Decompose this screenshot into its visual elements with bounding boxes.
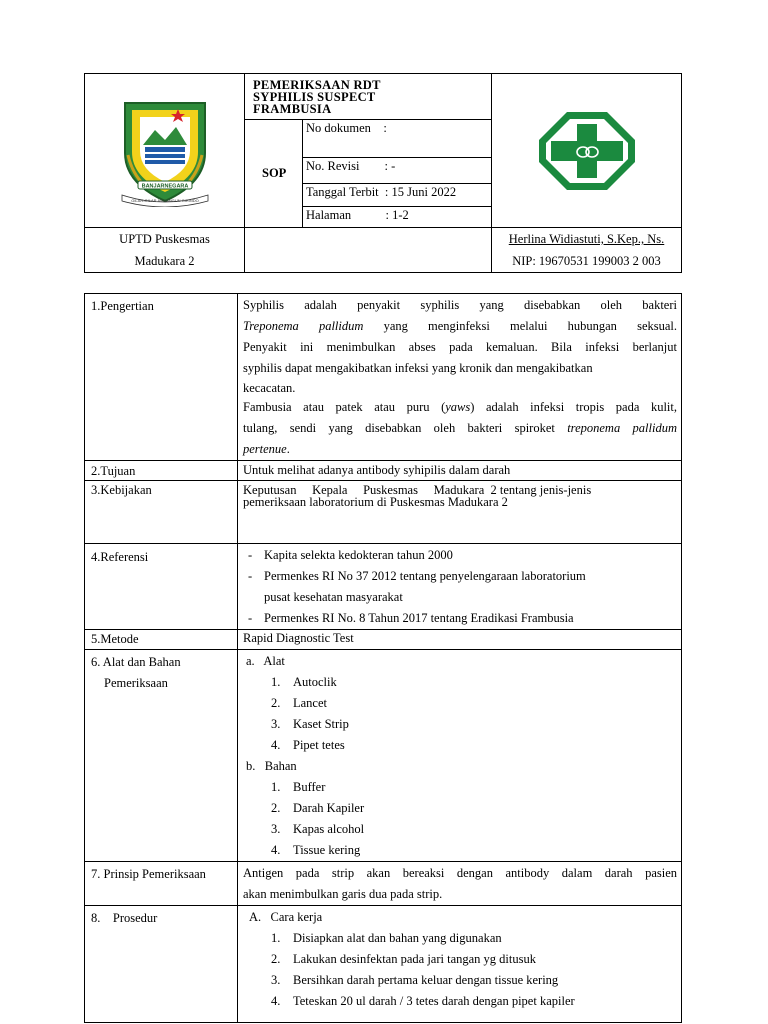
field-no-dokumen: No dokumen : <box>303 120 492 158</box>
document-title: PEMERIKSAAN RDT SYPHILIS SUSPECT FRAMBUSIA <box>245 74 492 120</box>
field-no-revisi: No. Revisi : - <box>303 158 492 184</box>
label-pengertian: 1.Pengertian <box>85 294 238 461</box>
table-row <box>85 630 682 650</box>
label-prosedur: 8. Prosedur <box>85 906 238 1023</box>
label-prinsip: 7. Prinsip Pemeriksaan <box>85 862 238 906</box>
label-kebijakan: 3.Kebijakan <box>85 481 238 544</box>
svg-text:GILAR-GILAR AMBANGUN GIRINDO: GILAR-GILAR AMBANGUN GIRINDO <box>130 197 199 203</box>
puskesmas-logo <box>537 110 637 192</box>
field-halaman: Halaman : 1-2 <box>303 207 492 228</box>
label-metode: 5.Metode <box>85 630 238 650</box>
content-pengertian: Syphilis adalah penyakit syphilis yang disebabkan oleh bakteri Treponema pallidum yang menginfeksi melalui hubungan seksual. Penyakit ini menimbulkan abses pada kemaluan. Bila infeksi berlanjut syphilis dapat mengakibatkan infeksi yang kronik dan mengakibatkan kecacatan. Fambusia atau patek atau puru (yaws) adalah infeksi tropis pada kulit, tulang, sendi yang disebabkan oleh bakteri spiroket treponema pallidum pertenue. <box>238 294 682 461</box>
table-row <box>85 544 682 630</box>
table-row <box>85 481 682 544</box>
signer-name: Herlina Widiastuti, S.Kep., Ns. <box>508 232 665 246</box>
svg-text:BANJARNEGARA: BANJARNEGARA <box>141 183 188 189</box>
field-tanggal-terbit: Tanggal Terbit : 15 Juni 2022 <box>303 184 492 207</box>
regency-logo-cell <box>85 74 245 228</box>
label-referensi: 4.Referensi <box>85 544 238 630</box>
unit-name: UPTD Puskesmas Madukara 2 <box>85 228 245 273</box>
sop-header-table <box>84 73 682 273</box>
signature-block <box>492 228 682 273</box>
label-alat-bahan: 6. Alat dan Bahan Pemeriksaan <box>85 650 238 862</box>
banjarnegara-shield-logo <box>110 95 220 207</box>
signer-nip: NIP: 19670531 199003 2 003 <box>512 254 661 268</box>
empty-cell <box>245 228 492 273</box>
table-row <box>85 650 682 862</box>
content-alat-bahan: a. Alat 1. Autoclik 2. Lancet 3. Kaset Strip 4. Pipet tetes b. Bahan 1. Buffer 2. Darah Kapiler 3. Kapas alcohol 4. Tissue kering <box>238 650 682 862</box>
table-row <box>85 906 682 1023</box>
content-referensi: - Kapita selekta kedokteran tahun 2000 - Permenkes RI No 37 2012 tentang penyelengaraan laboratorium pusat kesehatan masyarakat - Permenkes RI No. 8 Tahun 2017 tentang Eradikasi Frambusia <box>238 544 682 630</box>
sop-label: SOP <box>245 120 303 228</box>
table-row <box>85 862 682 906</box>
sop-content-table <box>84 293 682 1023</box>
content-prosedur: A. Cara kerja 1. Disiapkan alat dan bahan yang digunakan 2. Lakukan desinfektan pada jari tangan yg ditusuk 3. Bersihkan darah pertama keluar dengan tissue kering 4. Teteskan 20 ul darah / 3 tetes darah dengan pipet kapiler <box>238 906 682 1023</box>
puskesmas-logo-cell <box>492 74 682 228</box>
content-prinsip: Antigen pada strip akan bereaksi dengan antibody dalam darah pasien akan menimbulkan garis dua pada strip. <box>238 862 682 906</box>
content-metode: Rapid Diagnostic Test <box>238 630 682 650</box>
table-row <box>85 294 682 461</box>
table-row <box>85 461 682 481</box>
content-tujuan: Untuk melihat adanya antibody syhipilis dalam darah <box>238 461 682 481</box>
content-kebijakan: Keputusan Kepala Puskesmas Madukara 2 tentang jenis-jenis pemeriksaan laboratorium di Puskesmas Madukara 2 <box>238 481 682 544</box>
label-tujuan: 2.Tujuan <box>85 461 238 481</box>
